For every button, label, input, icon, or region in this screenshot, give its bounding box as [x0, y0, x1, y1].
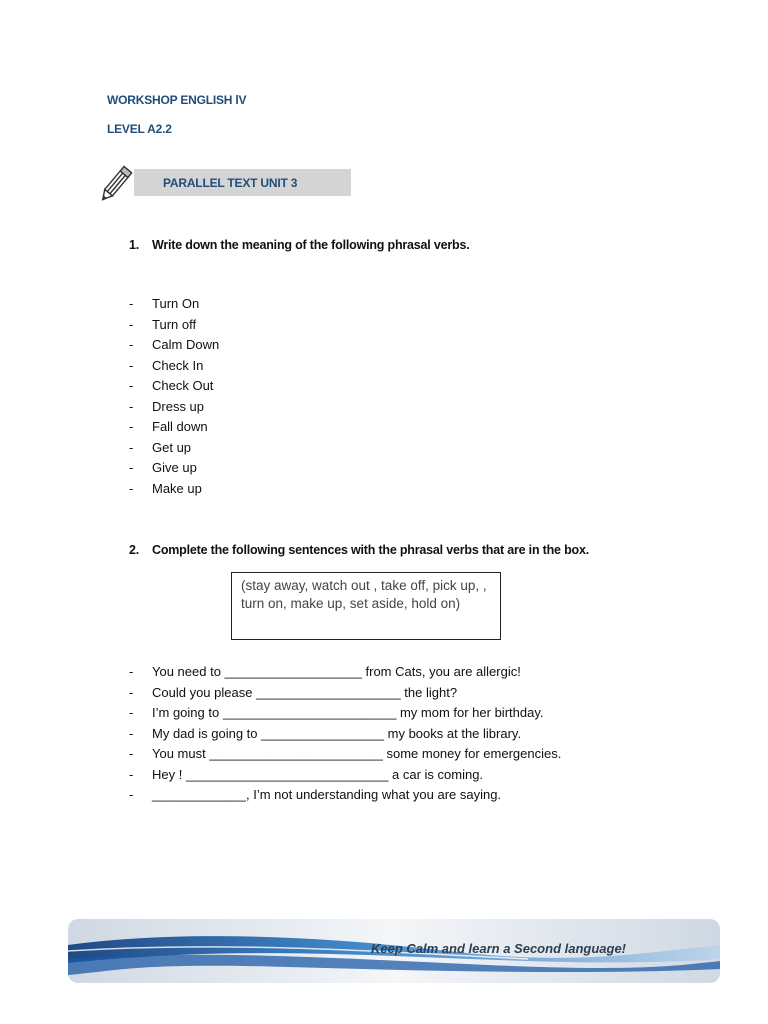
sentence-item-text: You must ________________________ some money for emergencies.: [152, 746, 562, 761]
phrasal-verb-item: [129, 335, 219, 356]
sentence-item: [129, 724, 561, 745]
phrasal-verb-item-text: Turn off: [152, 316, 197, 332]
phrasal-verbs-list: [129, 294, 219, 499]
sentence-item: [129, 785, 561, 806]
phrasal-verb-item-text: Fall down: [152, 419, 208, 434]
list-dash: -: [129, 664, 134, 679]
sentence-item-text: My dad is going to _________________ my books at the library.: [152, 725, 522, 741]
list-dash: -: [129, 725, 134, 741]
phrasal-verb-item-text: Check In: [152, 357, 204, 373]
phrasal-verb-item: [129, 479, 219, 500]
sentence-item-text: Could you please ____________________ the light?: [152, 684, 458, 700]
phrasal-verb-item-text: Turn On: [152, 296, 200, 311]
phrasal-verb-item: [129, 417, 219, 438]
sentence-item-text: _____________, I’m not understanding what you are saying.: [152, 787, 502, 802]
worksheet-title: WORKSHOP ENGLISH lV: [107, 93, 247, 107]
list-dash: -: [129, 337, 134, 352]
list-dash: -: [129, 460, 134, 475]
question-1-text: Write down the meaning of the following phrasal verbs.: [152, 238, 470, 252]
list-dash: -: [129, 684, 134, 700]
phrasal-verb-item: [129, 376, 219, 397]
phrasal-verb-item-text: Check Out: [152, 378, 214, 393]
list-dash: -: [129, 316, 134, 332]
sentence-item-text: I’m going to ________________________ my mom for her birthday.: [152, 705, 544, 720]
phrasal-verb-item-text: Give up: [152, 460, 197, 475]
phrasal-verb-item: [129, 315, 219, 336]
word-box: (stay away, watch out , take off, pick up, , turn on, make up, set aside, hold on): [231, 572, 501, 640]
list-dash: -: [129, 766, 134, 782]
phrasal-verb-item-text: Dress up: [152, 398, 205, 414]
phrasal-verb-item-text: Calm Down: [152, 337, 220, 352]
unit-banner-label: PARALLEL TEXT UNIT 3: [163, 176, 298, 190]
sentence-item-text: You need to ___________________ from Cats, you are allergic!: [152, 664, 521, 679]
sentence-item: [129, 765, 561, 786]
unit-banner: [134, 169, 351, 196]
phrasal-verb-item: [129, 294, 219, 315]
sentence-item-text: Hey ! ____________________________ a car is coming.: [152, 766, 484, 782]
list-dash: -: [129, 480, 134, 496]
phrasal-verb-item: [129, 397, 219, 418]
list-dash: -: [129, 746, 134, 761]
list-dash: -: [129, 787, 134, 802]
list-dash: -: [129, 705, 134, 720]
question-2-number: 2.: [129, 543, 140, 557]
list-dash: -: [129, 357, 134, 373]
sentence-item: [129, 662, 561, 683]
sentence-item: [129, 744, 561, 765]
list-dash: -: [129, 378, 134, 393]
phrasal-verb-item-text: Make up: [152, 480, 202, 496]
sentence-item: [129, 703, 561, 724]
level-label: LEVEL A2.2: [107, 122, 172, 136]
question-2: [129, 543, 589, 557]
list-dash: -: [129, 296, 134, 311]
list-dash: -: [129, 439, 134, 455]
sentence-item: [129, 683, 561, 704]
footer-slogan: Keep Calm and learn a Second language!: [371, 941, 627, 956]
list-dash: -: [129, 419, 134, 434]
sentences-list: [129, 662, 561, 806]
phrasal-verb-item: [129, 458, 219, 479]
question-2-text: Complete the following sentences with the phrasal verbs that are in the box.: [152, 543, 589, 557]
phrasal-verb-item: [129, 438, 219, 459]
phrasal-verb-item: [129, 356, 219, 377]
question-1: [129, 238, 469, 252]
question-1-number: 1.: [129, 238, 140, 252]
pencil-icon: [96, 164, 134, 206]
list-dash: -: [129, 398, 134, 414]
phrasal-verb-item-text: Get up: [152, 439, 192, 455]
